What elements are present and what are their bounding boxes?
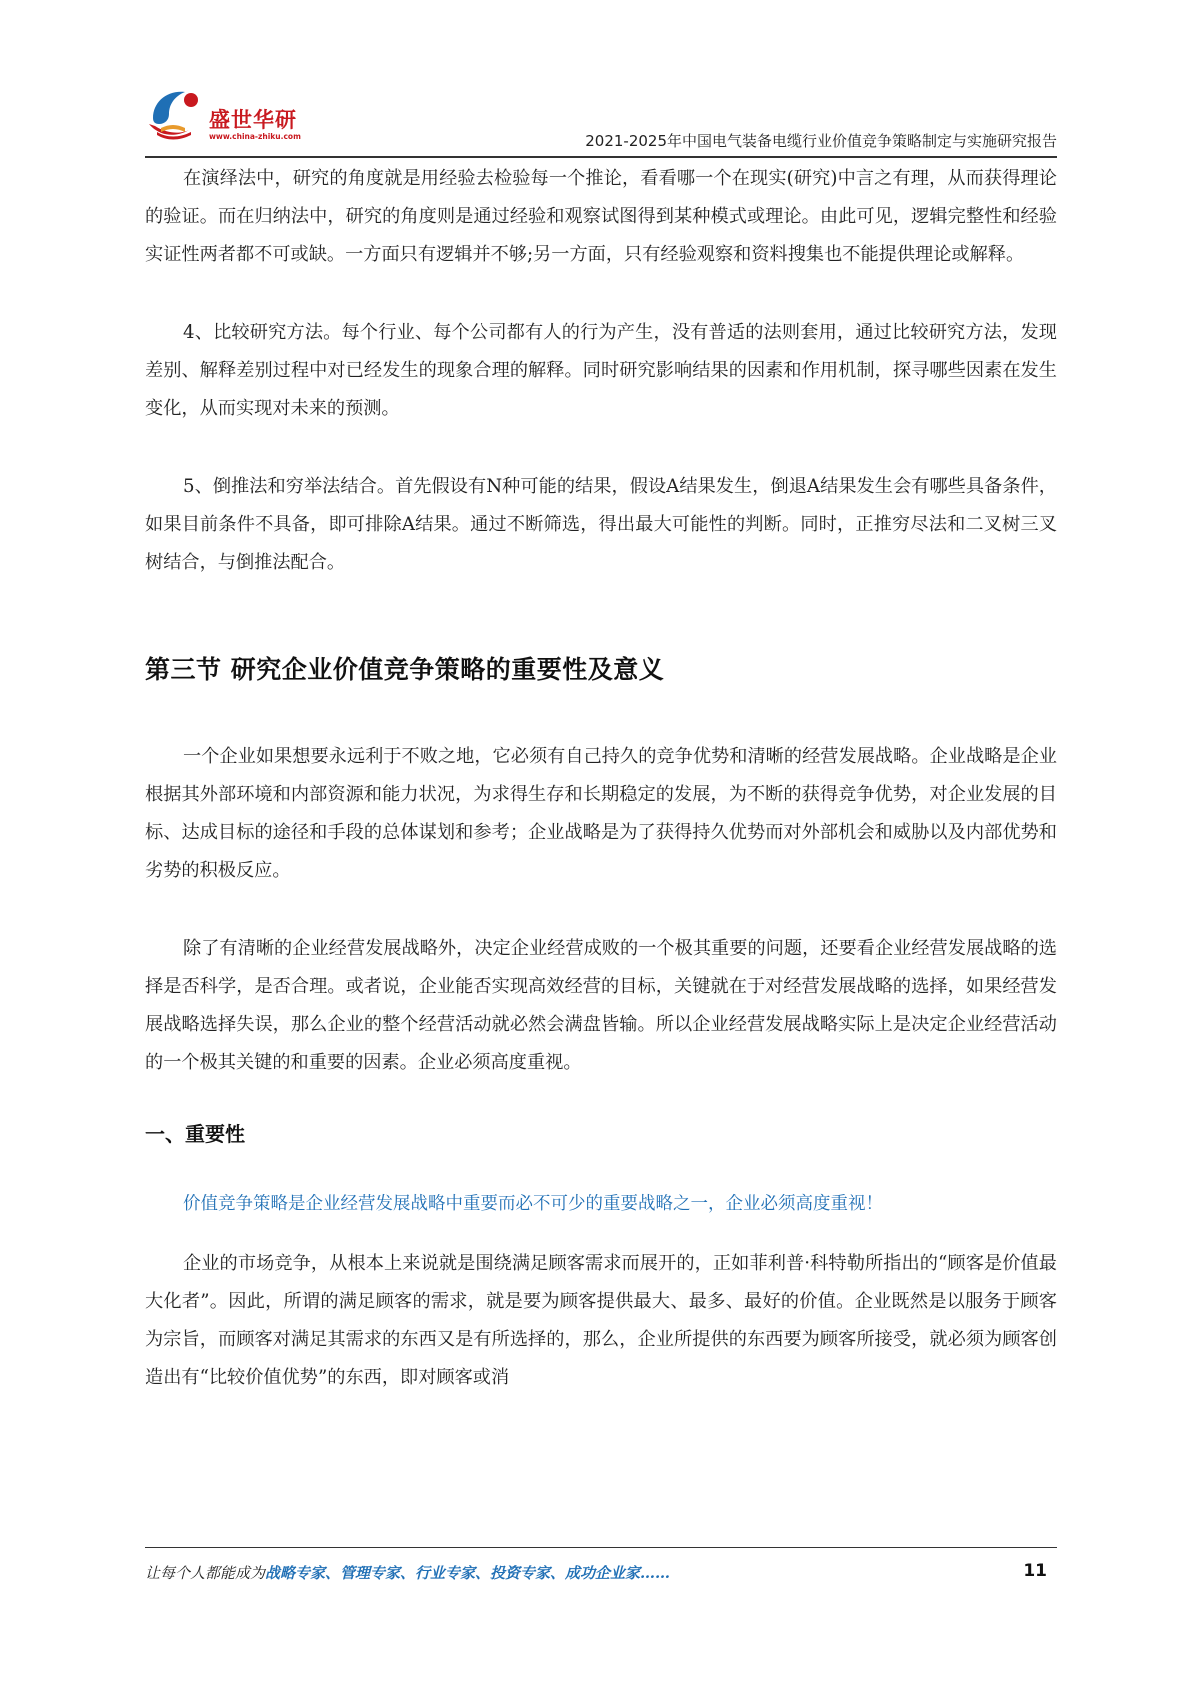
paragraph-strategy-choice: 除了有清晰的企业经营发展战略外，决定企业经营成败的一个极其重要的问题，还要看企业经营发展战略的选择是否科学，是否合理。或者说，企业能否实现高效经营的目标，关键就在于对经营发展战略的选择，如果经营发展战略选择失误，那么企业的整个经营活动就必然会满盘皆输。所以企业经营发展战略实际上是决定企业经营活动的一个极其关键的和重要的因素。企业必须高度重视。 xyxy=(145,938,1057,1073)
paragraph-comparison-method: 4、比较研究方法。每个行业、每个公司都有人的行为产生，没有普适的法则套用，通过比较研究方法，发现差别、解释差别过程中对已经发生的现象合理的解释。同时研究影响结果的因素和作用机制，探寻哪些因素在发生变化，从而实现对未来的预测。 xyxy=(145,322,1057,419)
logo-name: 盛世华研 xyxy=(209,108,297,132)
logo-emblem-icon xyxy=(145,84,207,146)
footer-slogan xyxy=(145,1562,670,1583)
paragraph-deduction: 在演绎法中，研究的角度就是用经验去检验每一个推论，看看哪一个在现实(研究)中言之有理，从而获得理论的验证。而在归纳法中，研究的角度则是通过经验和观察试图得到某种模式或理论。由此可见，逻辑完整性和经验实证性两者都不可或缺。一方面只有逻辑并不够;另一方面，只有经验观察和资料搜集也不能提供理论或解释。 xyxy=(145,168,1057,265)
footer-slogan-lead: 让每个人都能成为 xyxy=(145,1564,266,1582)
paragraph-market-competition: 企业的市场竞争，从根本上来说就是围绕满足顾客需求而展开的，正如菲利普·科特勒所指出的“顾客是价值最大化者”。因此，所谓的满足顾客的需求，就是要为顾客提供最大、最多、最好的价值。企业既然是以服务于顾客为宗旨，而顾客对满足其需求的东西又是有所选择的，那么，企业所提供的东西要为顾客所接受，就必须为顾客创造出有“比较价值优势”的东西，即对顾客或消 xyxy=(145,1253,1057,1388)
subsection-title: 一、重要性 xyxy=(145,1122,245,1146)
page-header xyxy=(145,82,1057,160)
footer-divider xyxy=(145,1547,1057,1548)
highlight-statement: 价值竞争策略是企业经营发展战略中重要而必不可少的重要战略之一，企业必须高度重视！ xyxy=(183,1194,883,1214)
report-title: 2021-2025年中国电气装备电缆行业价值竞争策略制定与实施研究报告 xyxy=(585,132,1057,150)
page-content xyxy=(145,160,1057,1397)
page-number: 11 xyxy=(1023,1561,1047,1581)
section-title: 第三节 研究企业价值竞争策略的重要性及意义 xyxy=(145,655,665,684)
footer-slogan-emphasis: 战略专家、管理专家、行业专家、投资专家、成功企业家…… xyxy=(265,1564,671,1582)
header-divider xyxy=(145,156,1057,158)
page-footer xyxy=(145,1547,1057,1597)
logo-url: www.china-zhiku.com xyxy=(209,132,301,141)
company-logo xyxy=(145,82,345,152)
paragraph-enterprise-strategy: 一个企业如果想要永远利于不败之地，它必须有自己持久的竞争优势和清晰的经营发展战略。企业战略是企业根据其外部环境和内部资源和能力状况，为求得生存和长期稳定的发展，为不断的获得竞争优势，对企业发展的目标、达成目标的途径和手段的总体谋划和参考；企业战略是为了获得持久优势而对外部机会和威胁以及内部优势和劣势的积极反应。 xyxy=(145,746,1057,881)
paragraph-backward-method: 5、倒推法和穷举法结合。首先假设有N种可能的结果，假设A结果发生，倒退A结果发生会有哪些具备条件，如果目前条件不具备，即可排除A结果。通过不断筛选，得出最大可能性的判断。同时，正推穷尽法和二叉树三叉树结合，与倒推法配合。 xyxy=(145,476,1057,573)
